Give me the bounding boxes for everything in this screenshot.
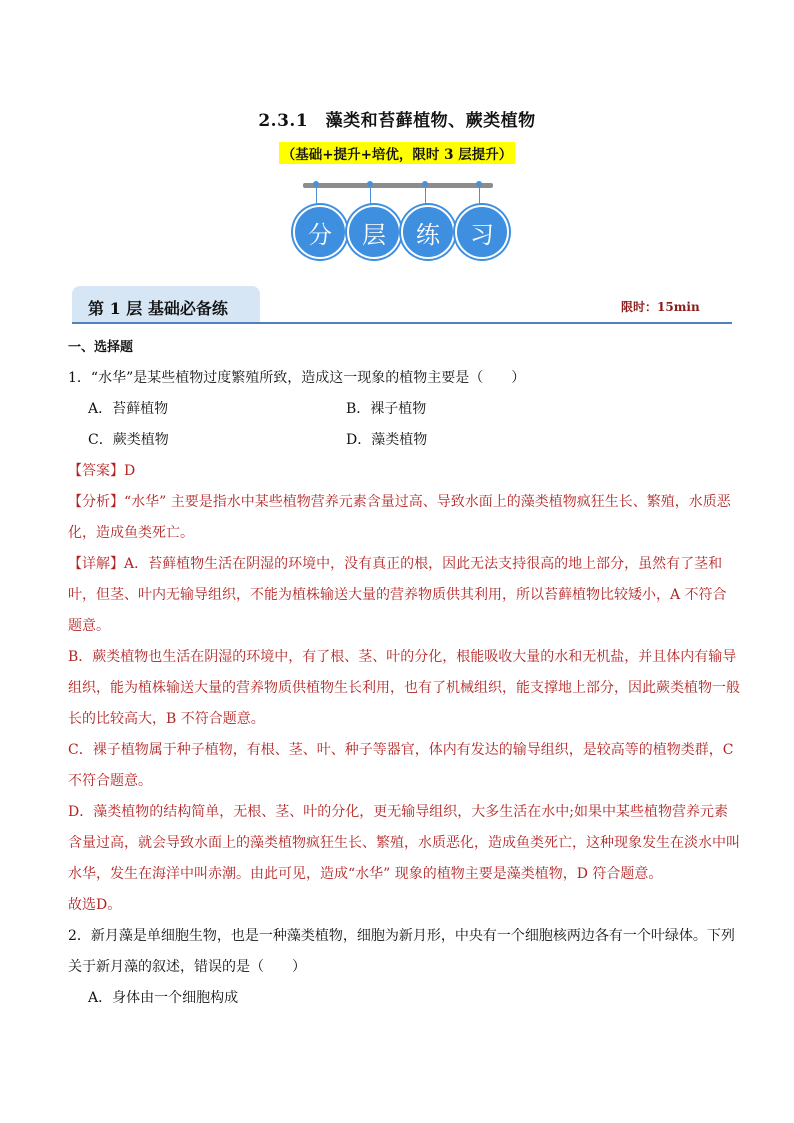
detail-a: 【详解】A．苔藓植物生活在阴湿的环境中，没有真正的根，因此无法支持很高的地上部分，虽然有了茎和叶，但茎、叶内无输导组织，不能为植株输送大量的营养物质供其利用，所以苔藓植物比较矮小，A 不符合题意。 (68, 556, 727, 634)
badge-circle-ceng: 层 (347, 205, 401, 259)
question-content (68, 333, 740, 1014)
analysis: 【分析】“水华” 主要是指水中某些植物营养元素含量过高、导致水面上的藻类植物疯狂生长、繁殖，水质恶化，造成鱼类死亡。 (68, 494, 731, 541)
option-c: C．蕨类植物 (88, 432, 169, 448)
badge-circle-lian: 练 (401, 205, 455, 259)
hanger-pin (425, 187, 426, 207)
option-a: A．身体由一个细胞构成 (88, 990, 239, 1006)
question-1-options (68, 394, 740, 456)
conclusion: 故选D。 (68, 897, 122, 913)
detail-d: D．藻类植物的结构简单，无根、茎、叶的分化，更无输导组织，大多生活在水中;如果中某些植物营养元素含量过高，就会导致水面上的藻类植物疯狂生长、繁殖，水质恶化，造成鱼类死亡，这种现象发生在淡水中叫水华，发生在海洋中叫赤潮。由此可见，造成“水华” 现象的植物主要是藻类植物，D 符合题意。 (68, 804, 740, 882)
detail-c: C．裸子植物属于种子植物，有根、茎、叶、种子等器官，体内有发达的输导组织，是较高等的植物类群，C 不符合题意。 (68, 742, 734, 789)
hanger-pin (479, 187, 480, 207)
badge-circle-xi: 习 (455, 205, 509, 259)
badge-hanger-bar (303, 183, 493, 188)
question-1-stem: 1．“水华”是某些植物过度繁殖所致，造成这一现象的植物主要是（ ） (68, 370, 526, 386)
question-2-stem: 2．新月藻是单细胞生物，也是一种藻类植物，细胞为新月形，中央有一个细胞核两边各有一个叶绿体。下列关于新月藻的叙述，错误的是（ ） (68, 928, 735, 975)
option-b: B．裸子植物 (346, 401, 427, 417)
time-limit: 限时：15min (621, 300, 700, 314)
detail-b: B．蕨类植物也生活在阴湿的环境中，有了根、茎、叶的分化，根能吸收大量的水和无机盐，并且体内有输导组织，能为植株输送大量的营养物质供植物生长利用，也有了机械组织，能支撑地上部分，因此蕨类植物一般长的比较高大，B 不符合题意。 (68, 649, 740, 727)
section-title: 第 1 层 基础必备练 (88, 299, 228, 318)
answer: 【答案】D (68, 463, 136, 479)
document-title: 2.3.1 藻类和苔藓植物、蕨类植物 (258, 111, 536, 131)
section-divider (72, 322, 732, 324)
part-heading: 一、选择题 (68, 340, 134, 355)
hanger-pin (316, 187, 317, 207)
option-a: A．苔藓植物 (88, 401, 169, 417)
option-d: D．藻类植物 (346, 432, 428, 448)
hanger-pin (370, 187, 371, 207)
document-subtitle: （基础+提升+培优，限时 3 层提升） (279, 142, 515, 164)
badge-circle-fen: 分 (293, 205, 347, 259)
